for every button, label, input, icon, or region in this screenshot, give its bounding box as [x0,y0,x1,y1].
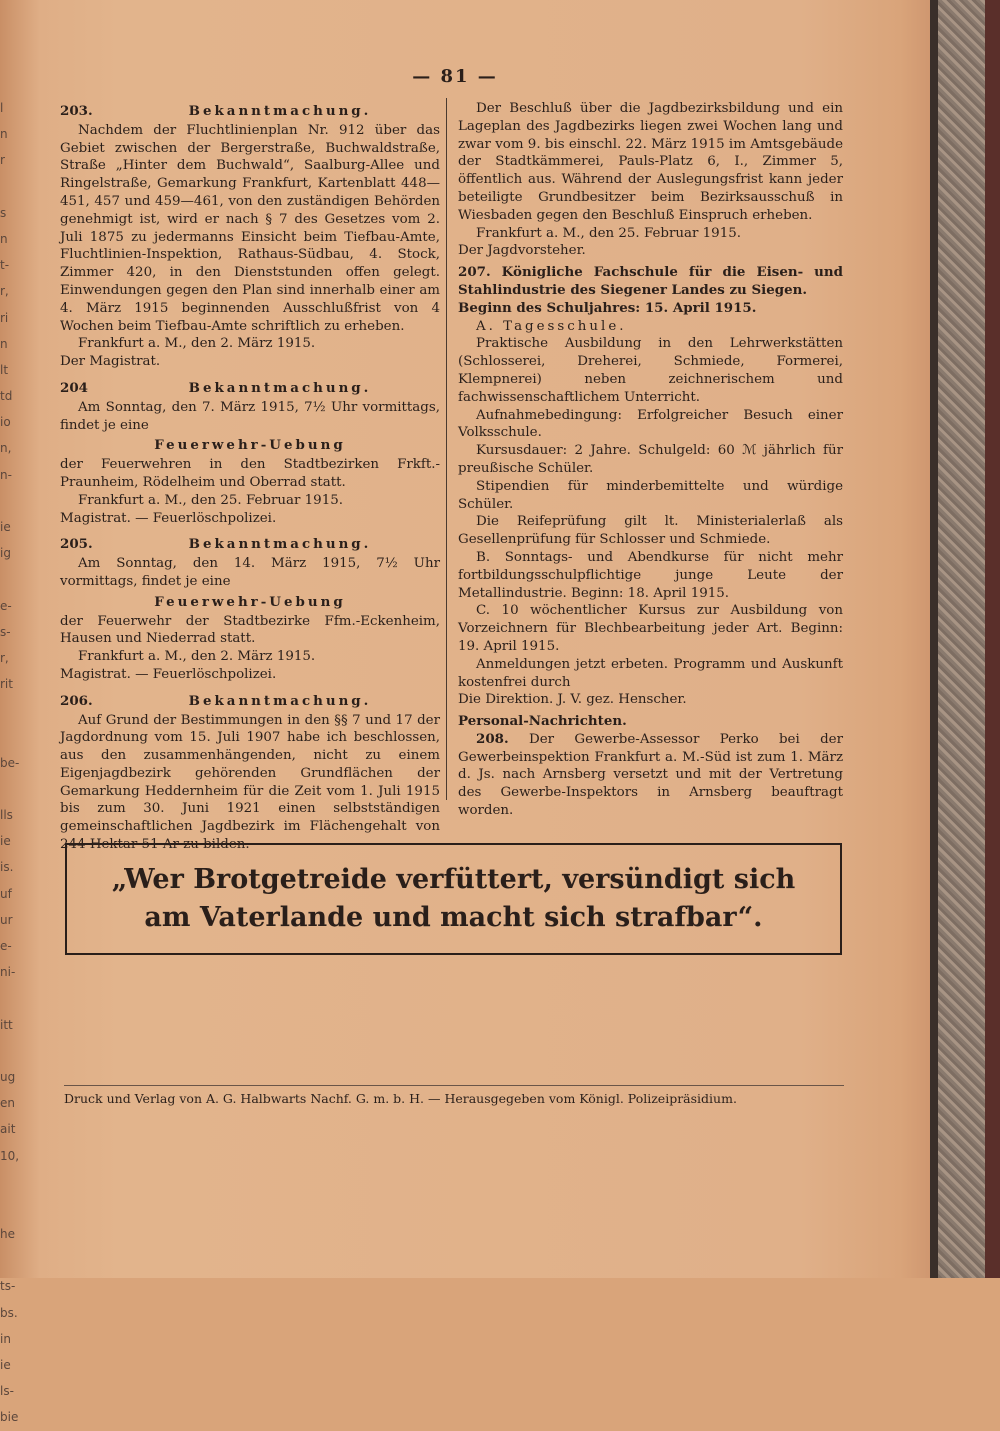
margin-fragment: r [0,153,5,168]
margin-fragment: ug [0,1069,16,1084]
slogan-line-1: „Wer Brotgetreide verfüttert, versündigt sich [111,864,796,895]
margin-fragment: bs. [0,1305,18,1320]
notice-signature: Der Magistrat. [60,354,161,370]
margin-fragment: ie [0,834,11,849]
margin-fragment [0,776,22,802]
margin-fragment: rit [0,677,13,692]
margin-fragment: ls- [0,1384,14,1399]
notice-207 [458,264,843,709]
margin-fragment: ait [0,1122,16,1137]
margin-fragment: be- [0,755,20,770]
margin-fragment [0,985,22,1011]
notice-heading: Bekanntmachung. [188,379,372,396]
slogan-line-2: am Vaterlande und macht sich strafbar“. [144,902,763,933]
margin-fragment [0,1169,22,1195]
margin-fragment: n [0,231,8,246]
margin-fragment [0,697,22,723]
margin-fragment: en [0,1096,15,1111]
notice-203 [60,103,440,371]
margin-fragment [0,174,22,200]
exam-text: Die Reifeprüfung gilt lt. Ministerialerlaß als Gesellenprüfung für Schlosser und Schmiede. [458,514,843,548]
notice-subheading: Feuerwehr-Uebung [154,593,346,610]
margin-fragment: uf [0,886,12,901]
margin-fragment: n [0,336,8,351]
section-a-label: A. Tagesschule. [476,318,627,334]
notice-body: Auf Grund der Bestimmungen in den §§ 7 und 17 der Jagdordnung vom 15. Juli 1907 habe ich beschlossen, aus den zusammenhängenden, nicht zu einem Eigenjagdbezirk gehörenden Grundflächen der Gemarkung Heddernheim für die Zeit vom 1. Juli 1915 bis zum 30. Juni 1921 einen selbstständigen gemeinschaftlichen Jagdbezirk im Flächengehalt von 244 Hektar 51 Ar zu bilden. [60,712,440,853]
margin-fragment: n- [0,467,12,482]
margin-fragment: he [0,1227,15,1242]
margin-fragment: ur [0,912,13,927]
school-title: Königliche Fachschule für die Eisen- und Stahlindustrie des Siegener Landes zu Siegen. [458,264,843,298]
notice-208-text: Der Gewerbe-Assessor Perko bei der Gewerbeinspektion Frankfurt a. M.-Süd ist zum 1. März d. Js. nach Arnsberg versetzt und mit der Vertretung des Gewerbe-Inspektors in Arnsberg beauftragt worden. [458,731,843,819]
page-number: — 81 — [412,66,498,87]
margin-fragment: s [0,205,7,220]
notice-heading: Bekanntmachung. [188,692,372,709]
notice-205 [60,536,440,683]
continuation-text: Der Beschluß über die Jagdbezirksbildung und ein Lageplan des Jagdbezirks liegen zwei Wochen lang und zwar vom 9. bis einschl. 22. März 1915 im Amtsgebäude der Stadtkämmerei, Pauls-Platz 6, I., Zimmer 5, öffentlich aus. Während der Auslegungsfrist kann jeder beteiligte Grundbesitzer beim Bezirksausschuß in Wiesbaden gegen den Beschluß Einspruch erheben. [458,101,843,223]
margin-fragment: lt [0,362,9,377]
margin-fragment: r, [0,650,9,665]
notice-date: Frankfurt a. M., den 2. März 1915. [78,336,316,352]
margin-fragment: is. [0,860,14,875]
margin-fragment: ts- [0,1279,16,1294]
notice-body: Am Sonntag, den 7. März 1915, 7½ Uhr vormittags, findet je eine [60,399,440,433]
notice-204 [60,380,440,527]
notice-subheading: Feuerwehr-Uebung [154,437,346,454]
margin-fragment: 10, [0,1148,20,1163]
margin-fragment: r, [0,284,9,299]
margin-fragment: io [0,415,11,430]
margin-fragment [0,1247,22,1273]
margin-fragment: ni- [0,965,16,980]
margin-fragment: td [0,389,13,404]
left-margin-fragments [0,95,22,1431]
notice-number: 204 [60,379,88,396]
margin-fragment: itt [0,1017,13,1032]
notice-number: 208. [476,730,509,747]
section-c-text: C. 10 wöchentlicher Kursus zur Ausbildung von Vorzeichnern für Blechbearbeitung jeder Art. Beginn: 19. April 1915. [458,603,843,654]
notice-date: Frankfurt a. M., den 2. März 1915. [78,649,316,665]
school-start: Beginn des Schuljahres: 15. April 1915. [458,299,757,316]
margin-fragment: t- [0,258,10,273]
section-a-text: Praktische Ausbildung in den Lehrwerkstätten (Schlosserei, Dreherei, Schmiede, Formerei, Klempnerei) neben zeichnerischem und fachwissenschaftlichem Unterricht. [458,336,843,405]
notice-heading: Bekanntmachung. [188,536,372,553]
notice-signature: Magistrat. — Feuerlöschpolizei. [60,666,277,682]
margin-fragment: ie [0,1358,11,1372]
printer-footer: Druck und Verlag von A. G. Halbwarts Nachf. G. m. b. H. — Herausgegeben vom Königl. Polizeipräsidium. [64,1085,844,1106]
notice-number: 205. [60,536,93,553]
admission-text: Aufnahmebedingung: Erfolgreicher Besuch einer Volksschule. [458,407,843,441]
margin-fragment: e- [0,598,12,613]
left-column [60,100,440,854]
margin-fragment: e- [0,939,12,953]
notice-number: 206. [60,692,93,709]
margin-fragment: n, [0,441,12,456]
notice-body: Nachdem der Fluchtlinienplan Nr. 912 über das Gebiet zwischen der Bergerstraße, Buchwaldstraße, Straße „Hinter dem Buchwald“, Saalburg-Allee und Ringelstraße, Gemarkung Frankfurt, Kartenblatt 448—451, 457 und 459—461, von den zuständigen Behörden genehmigt ist, wird er nach § 7 des Gesetzes vom 2. Juli 1875 zu jedermanns Einsicht beim Tiefbau-Amte, Fluchtlinien-Inspektion, Rathaus-Südbau, 4. Stock, Zimmer 420, in den Dienststunden offen gelegt. Einwendungen gegen den Plan sind innerhalb einer am 4. März 1915 beginnenden Ausschlußfrist von 4 Wochen beim Tiefbau-Amte schriftlich zu erheben. [60,122,440,334]
margin-fragment [0,566,22,592]
duration-text: Kursusdauer: 2 Jahre. Schulgeld: 60 ℳ jährlich für preußische Schüler. [458,443,843,476]
margin-fragment [0,724,22,750]
continuation-date: Frankfurt a. M., den 25. Februar 1915. [476,225,741,241]
notice-number: 203. [60,103,93,119]
notice-signature: Magistrat. — Feuerlöschpolizei. [60,510,277,526]
registration-text: Anmeldungen jetzt erbeten. Programm und Auskunft kostenfrei durch [458,656,843,690]
right-column [458,100,843,820]
margin-fragment: s- [0,624,11,639]
school-signature: Die Direktion. J. V. gez. Henscher. [458,692,687,708]
margin-fragment: ig [0,546,11,561]
margin-fragment: bie [0,1410,19,1425]
margin-fragment: ri [0,310,9,325]
notice-heading: Bekanntmachung. [188,103,372,119]
notice-208 [458,731,843,820]
notice-body-2: der Feuerwehren in den Stadtbezirken Frkft.-Praunheim, Rödelheim und Oberrad statt. [60,457,440,490]
column-divider [446,98,447,800]
margin-fragment: in [0,1331,11,1346]
margin-fragment [0,1038,22,1064]
notice-body: Am Sonntag, den 14. März 1915, 7½ Uhr vormittags, findet je eine [60,556,440,589]
scholarship-text: Stipendien für minderbemittelte und würdige Schüler. [458,478,843,512]
book-binding [930,0,1000,1278]
margin-fragment: n [0,127,8,142]
notice-date: Frankfurt a. M., den 25. Februar 1915. [78,492,343,508]
margin-fragment [0,1195,22,1221]
continuation-signature: Der Jagdvorsteher. [458,243,586,259]
slogan-box [65,843,842,955]
notice-206 [60,693,440,854]
margin-fragment: lls [0,808,13,823]
margin-fragment [0,488,22,514]
margin-fragment: ie [0,520,11,534]
section-b-text: B. Sonntags- und Abendkurse für nicht mehr fortbildungsschulpflichtige junge Leute der Metallindustrie. Beginn: 18. April 1915. [458,549,843,601]
notice-body-2: der Feuerwehr der Stadtbezirke Ffm.-Eckenheim, Hausen und Niederrad statt. [60,613,440,647]
notice-number: 207. [458,264,491,281]
personal-heading: Personal-Nachrichten. [458,713,627,730]
margin-fragment: l [0,101,4,115]
